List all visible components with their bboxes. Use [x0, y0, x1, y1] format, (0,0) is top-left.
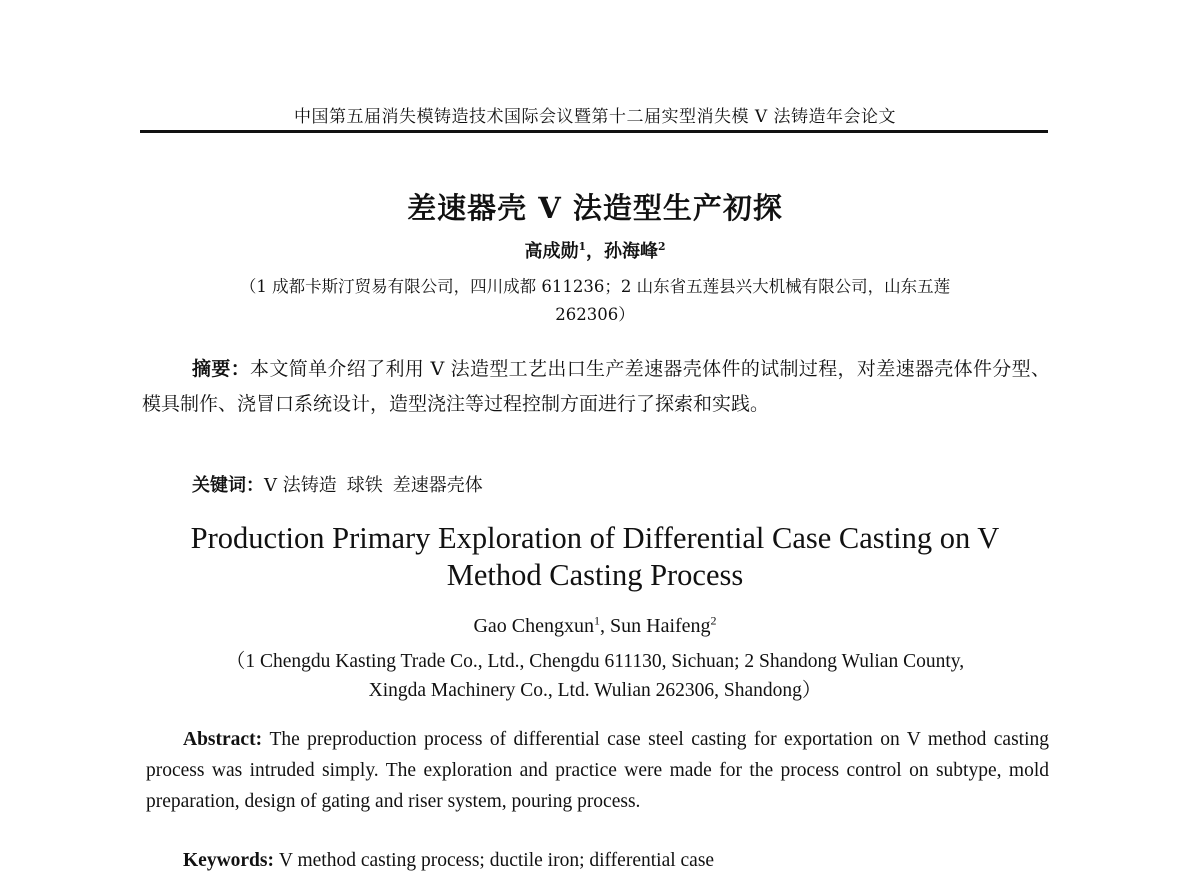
- cn-title: 差速器壳 V 法造型生产初探: [407, 191, 783, 225]
- cn-keywords: [192, 471, 493, 497]
- cn-author-2: 孙海峰: [604, 241, 658, 262]
- en-author-2-affil-mark: 2: [710, 613, 717, 628]
- en-author-1: Gao Chengxun: [473, 615, 594, 637]
- en-authors: [142, 615, 1048, 638]
- en-title-line-1: Production Primary Exploration of Differential Case Casting on V: [190, 521, 1000, 555]
- en-affiliation-line-2: Xingda Machinery Co., Ltd. Wulian 262306, Shandong）: [368, 680, 822, 701]
- en-abstract-text: The preproduction process of differential case steel casting for exportation on V method casting process was intruded simply. The exploration and practice were made for the process control on subtype, mold preparation, design of gating and riser system, pouring process.: [146, 729, 1050, 812]
- running-header: 中国第五届消失模铸造技术国际会议暨第十二届实型消失模 V 法铸造年会论文: [293, 107, 897, 127]
- cn-author-2-affil-mark: 2: [658, 240, 666, 253]
- cn-abstract-text: 本文简单介绍了利用 V 法造型工艺出口生产差速器壳体件的试制过程，对差速器壳体件分型、模具制作、浇冒口系统设计，造型浇注等过程控制方面进行了探索和实践。: [142, 358, 1050, 415]
- cn-keyword: 球铁: [346, 475, 383, 496]
- en-author-separator: ,: [600, 615, 610, 637]
- cn-author-separator: ，: [586, 241, 604, 262]
- cn-abstract-label: 摘要：: [192, 358, 251, 380]
- en-author-1-affil-mark: 1: [594, 613, 600, 628]
- cn-author-1: 高成勋: [524, 241, 579, 262]
- cn-affiliation: [142, 273, 1048, 329]
- en-keywords-text: V method casting process; ductile iron; differential case: [278, 850, 715, 871]
- en-abstract: [146, 724, 1049, 817]
- en-keywords: [183, 850, 714, 872]
- en-affiliation: [142, 647, 1048, 705]
- cn-keyword: 差速器壳体: [392, 475, 483, 496]
- en-author-2: Sun Haifeng: [610, 615, 711, 637]
- cn-keywords-label: 关键词：: [192, 475, 264, 496]
- cn-author-1-affil-mark: 1: [578, 240, 586, 253]
- en-abstract-label: Abstract:: [183, 729, 270, 750]
- en-keywords-label: Keywords:: [183, 850, 279, 871]
- en-title-line-2: Method Casting Process: [446, 558, 744, 592]
- cn-keyword: V 法铸造: [264, 475, 337, 496]
- en-title: [142, 520, 1048, 594]
- en-affiliation-line-1: （1 Chengdu Kasting Trade Co., Ltd., Chengdu 611130, Sichuan; 2 Shandong Wulian County,: [225, 651, 965, 672]
- cn-abstract: [142, 352, 1050, 422]
- header-rule: [140, 130, 1048, 133]
- cn-affiliation-line-1: （1 成都卡斯汀贸易有限公司，四川成都 611236；2 山东省五莲县兴大机械有限公司，山东五莲: [239, 277, 951, 296]
- cn-affiliation-line-2: 262306）: [555, 305, 635, 324]
- cn-authors: [142, 237, 1048, 263]
